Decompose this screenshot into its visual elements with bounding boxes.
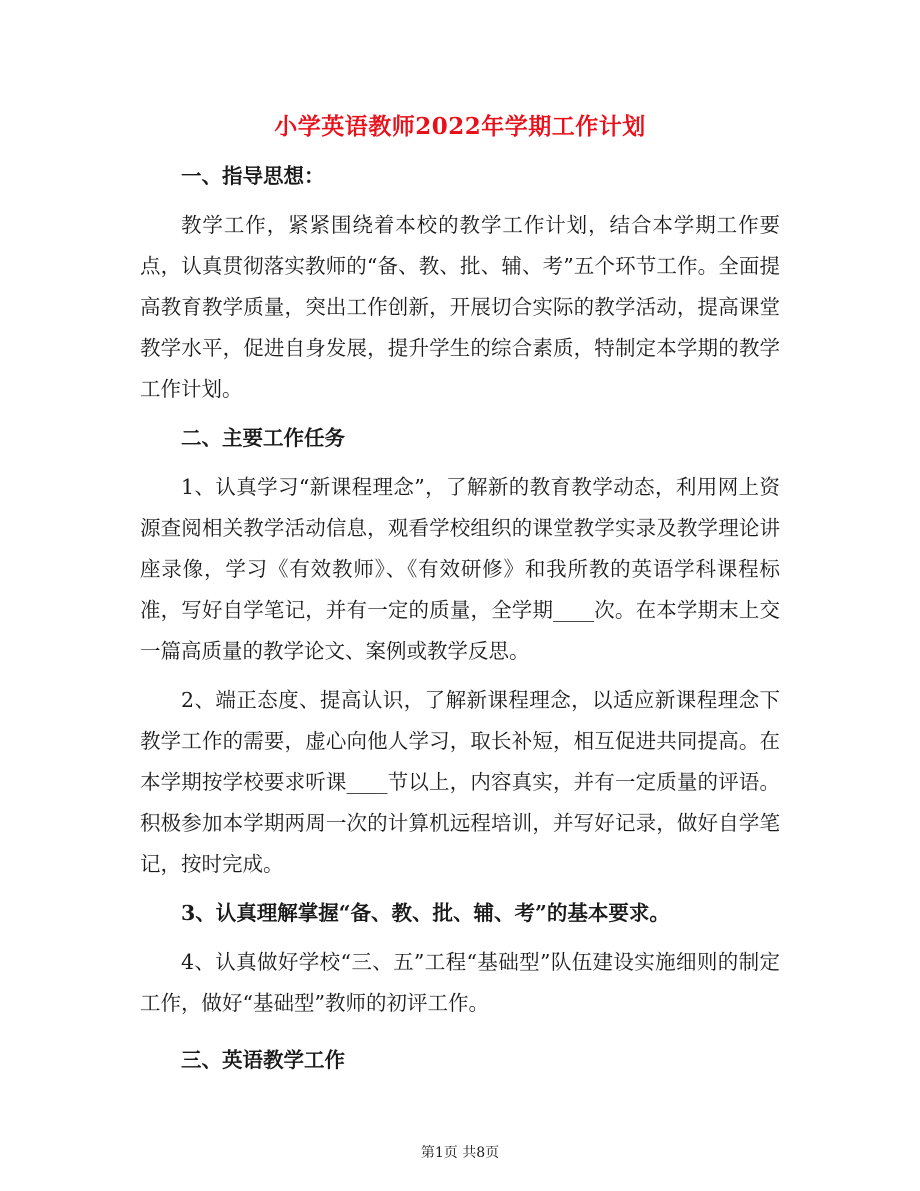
paragraph-task-3: 3、认真理解掌握“备、教、批、辅、考”的基本要求。: [181, 901, 670, 925]
page-number-footer: 第1页 共8页: [420, 1145, 500, 1161]
document-body: [140, 156, 780, 1089]
paragraph-task-4: 4、认真做好学校“三、五”工程“基础型”队伍建设实施细则的制定工作，做好“基础型”教师的初评工作。: [140, 950, 780, 1015]
section-heading-guiding-ideology: 一、指导思想：: [181, 164, 325, 188]
paragraph-task-1: 1、认真学习“新课程理念”，了解新的教育教学动态，利用网上资源查阅相关教学活动信息，观看学校组织的课堂教学实录及教学理论讲座录像，学习《有效教师》、《有效研修》和我所教的英语学科课程标准，写好自学笔记，并有一定的质量，全学期____次。在本学期末上交一篇高质量的教学论文、案例或教学反思。: [140, 475, 780, 663]
section-heading-main-tasks: 二、主要工作任务: [181, 426, 345, 450]
paragraph-guiding-ideology: 教学工作，紧紧围绕着本校的教学工作计划，结合本学期工作要点，认真贯彻落实教师的“备、教、批、辅、考”五个环节工作。全面提高教育教学质量，突出工作创新，开展切合实际的教学活动，提高课堂教学水平，促进自身发展，提升学生的综合素质，特制定本学期的教学工作计划。: [140, 213, 780, 401]
paragraph-task-2: 2、端正态度、提高认识，了解新课程理念，以适应新课程理念下教学工作的需要，虚心向他人学习，取长补短，相互促进共同提高。在本学期按学校要求听课____节以上，内容真实，并有一定质量的评语。积极参加本学期两周一次的计算机远程培训，并写好记录，做好自学笔记，按时完成。: [140, 688, 780, 876]
document-title: 小学英语教师2022年学期工作计划: [274, 113, 646, 140]
section-heading-english-teaching: 三、英语教学工作: [181, 1048, 345, 1072]
